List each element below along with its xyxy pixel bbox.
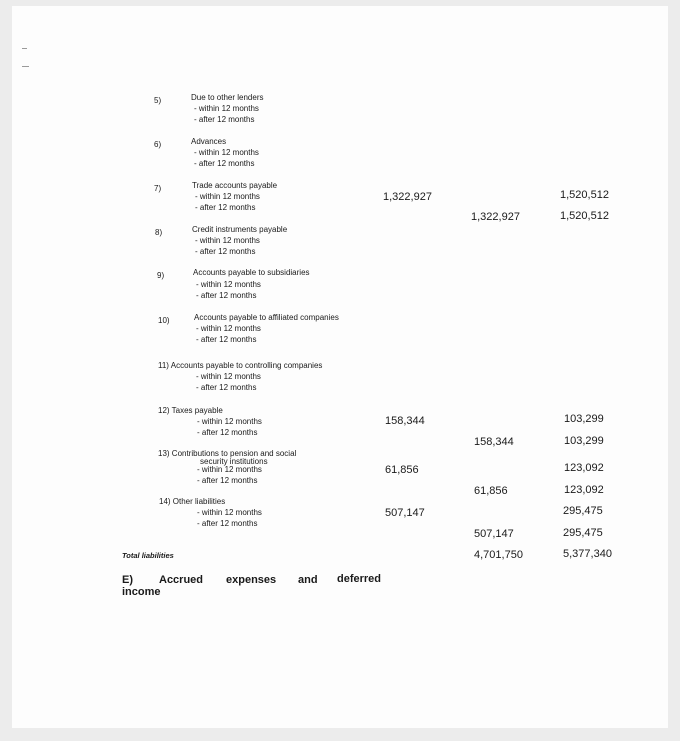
- item-after-label: - after 12 months: [196, 291, 257, 300]
- item-number: 10): [158, 316, 170, 325]
- item-after-label: - after 12 months: [194, 115, 255, 124]
- item-within-label: - within 12 months: [196, 372, 261, 381]
- section-e-word-1: E): [122, 574, 133, 586]
- item-after-label: - after 12 months: [197, 428, 258, 437]
- section-e-line-2: income: [122, 586, 161, 598]
- item-within-label: - within 12 months: [197, 417, 262, 426]
- item-within-label: - within 12 months: [194, 148, 259, 157]
- item-title: 11) Accounts payable to controlling companies: [158, 361, 323, 370]
- item-after-label: - after 12 months: [194, 159, 255, 168]
- item-after-label: - after 12 months: [196, 335, 257, 344]
- prior-total-amount: 295,475: [563, 527, 603, 539]
- item-after-label: - after 12 months: [197, 519, 258, 528]
- prior-total-amount: 1,520,512: [560, 210, 609, 222]
- within-amount: 158,344: [385, 415, 425, 427]
- item-within-label: - within 12 months: [196, 280, 261, 289]
- section-e-word-2: Accrued: [159, 574, 204, 586]
- subtotal-amount: 1,322,927: [471, 211, 520, 223]
- subtotal-amount: 158,344: [474, 436, 514, 448]
- subtotal-amount: 61,856: [474, 485, 508, 497]
- prior-within-amount: 123,092: [564, 462, 604, 474]
- prior-within-amount: 103,299: [564, 413, 604, 425]
- item-within-label: - within 12 months: [196, 324, 261, 333]
- item-number: 9): [157, 271, 165, 280]
- item-number: 5): [154, 96, 162, 105]
- item-number: 6): [154, 140, 162, 149]
- within-amount: 1,322,927: [383, 191, 432, 203]
- prior-within-amount: 295,475: [563, 505, 603, 517]
- item-within-label: - within 12 months: [194, 104, 259, 113]
- prior-total-amount: 103,299: [564, 435, 604, 447]
- section-e-word-3: expenses: [226, 574, 277, 586]
- item-title: 12) Taxes payable: [158, 406, 223, 415]
- item-within-label: - within 12 months: [195, 192, 260, 201]
- scan-speck: [22, 48, 27, 49]
- document-page: [12, 6, 668, 728]
- item-after-label: - after 12 months: [196, 383, 257, 392]
- item-after-label: - after 12 months: [197, 476, 258, 485]
- item-title: Advances: [191, 137, 227, 146]
- item-title: Accounts payable to affiliated companies: [194, 313, 339, 322]
- item-title: Due to other lenders: [191, 93, 264, 102]
- item-after-label: - after 12 months: [195, 247, 256, 256]
- item-within-label: - within 12 months: [197, 465, 262, 474]
- section-e-word-5: deferred: [337, 573, 382, 585]
- item-title: 13) Contributions to pension and social: [158, 449, 297, 458]
- total-prior-amount: 5,377,340: [563, 548, 612, 560]
- item-title: Credit instruments payable: [192, 225, 288, 234]
- scan-speck: [22, 66, 29, 67]
- item-after-label: - after 12 months: [195, 203, 256, 212]
- item-number: 7): [154, 184, 162, 193]
- subtotal-amount: 507,147: [474, 528, 514, 540]
- item-within-label: - within 12 months: [197, 508, 262, 517]
- total-current-amount: 4,701,750: [474, 549, 523, 561]
- within-amount: 507,147: [385, 507, 425, 519]
- item-number: 8): [155, 228, 163, 237]
- prior-within-amount: 1,520,512: [560, 189, 609, 201]
- within-amount: 61,856: [385, 464, 419, 476]
- prior-total-amount: 123,092: [564, 484, 604, 496]
- item-within-label: - within 12 months: [195, 236, 260, 245]
- item-title-continued: security institutions: [200, 457, 268, 466]
- section-e-word-4: and: [298, 574, 318, 586]
- item-title: 14) Other liabilities: [159, 497, 226, 506]
- total-liabilities-label: Total liabilities: [122, 551, 174, 560]
- item-title: Trade accounts payable: [192, 181, 278, 190]
- item-title: Accounts payable to subsidiaries: [193, 268, 310, 277]
